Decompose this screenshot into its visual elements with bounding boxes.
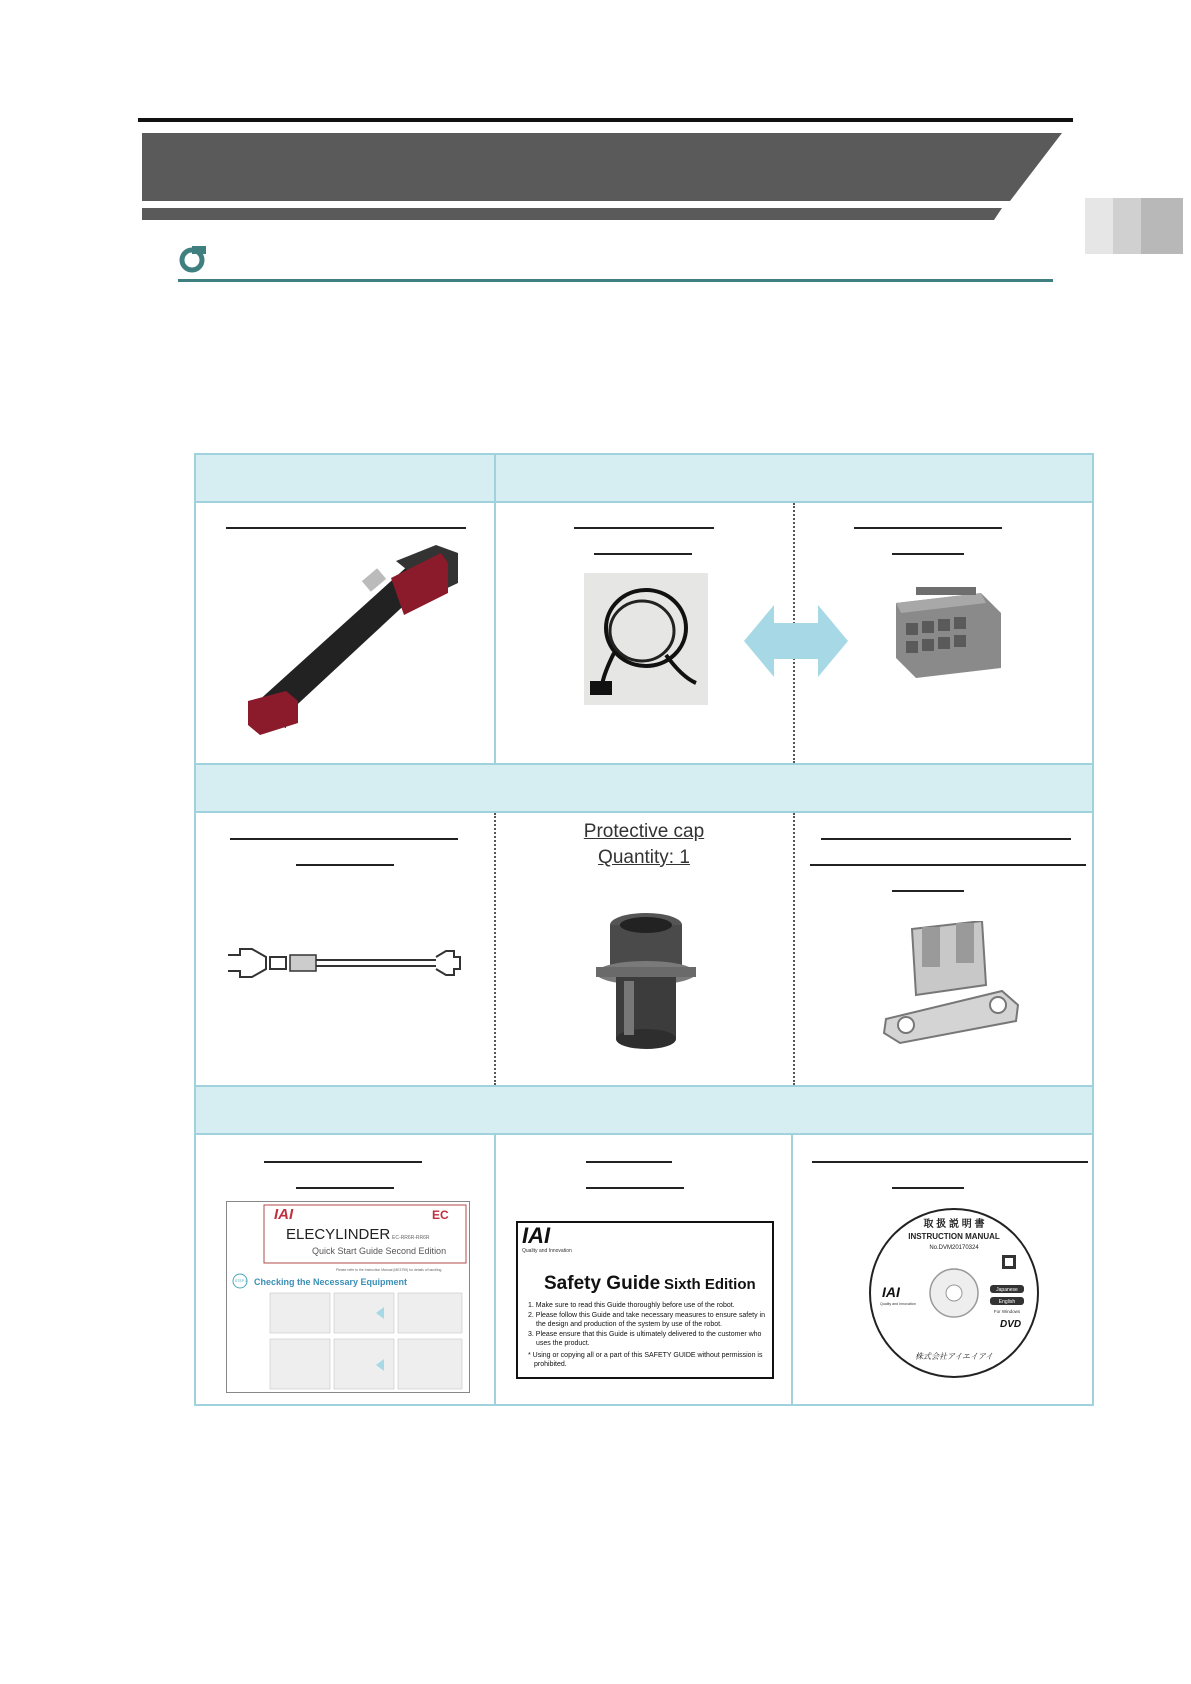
svg-text:ELECYLINDER: ELECYLINDER [286, 1226, 391, 1243]
svg-text:STEP 1: STEP 1 [235, 1279, 247, 1283]
quick-start-guide-image [226, 1201, 470, 1393]
svg-text:English: English [998, 1299, 1016, 1305]
svg-text:Japanese: Japanese [996, 1287, 1018, 1293]
connector-image [886, 583, 1006, 683]
svg-text:uses the product.: uses the product. [536, 1340, 590, 1347]
svg-text:Quality and Innovation: Quality and Innovation [522, 1248, 572, 1254]
section-marker-icon [178, 246, 206, 274]
svg-text:the design and production of t: the design and production of the system by use of the robot. [536, 1321, 723, 1328]
header-band-1 [196, 455, 1092, 501]
svg-text:Checking the Necessary Equipme: Checking the Necessary Equipment [254, 1277, 408, 1287]
svg-text:prohibited.: prohibited. [534, 1361, 567, 1368]
chapter-side-tab [1085, 198, 1183, 254]
svg-text:IAI: IAI [882, 1284, 900, 1300]
svg-text:* Using or copying all or a pa: * Using or copying all or a part of this SAFETY GUIDE without permission is [528, 1352, 763, 1359]
svg-text:取 扱 説 明 書: 取 扱 説 明 書 [923, 1219, 985, 1230]
svg-text:Sixth Edition: Sixth Edition [664, 1276, 756, 1293]
header-band-3 [196, 1087, 1092, 1133]
power-cable-image [226, 943, 462, 983]
top-rule [138, 118, 1073, 122]
protective-cap-name: Protective cap [583, 821, 705, 842]
svg-text:Quality and Innovation: Quality and Innovation [880, 1302, 916, 1306]
svg-text:1. Make sure to read this Guid: 1. Make sure to read this Guide thoroughly before use of the robot. [528, 1302, 735, 1309]
protective-cap-quantity: Quantity: 1 [598, 847, 690, 868]
safety-guide-image [516, 1221, 774, 1379]
bracket-image [882, 921, 1022, 1045]
section-rule [178, 279, 1053, 282]
svg-text:No.DVM20170324: No.DVM20170324 [929, 1245, 979, 1251]
svg-text:INSTRUCTION MANUAL: INSTRUCTION MANUAL [908, 1232, 1000, 1241]
svg-text:IAI: IAI [274, 1206, 294, 1223]
equipment-table [194, 453, 1094, 1406]
svg-text:For Windows: For Windows [993, 1309, 1021, 1314]
chapter-banner-stripe [142, 208, 1002, 220]
svg-text:IAI: IAI [522, 1223, 551, 1248]
svg-text:2. Please follow this Guide an: 2. Please follow this Guide and take necessary measures to ensure safety in [528, 1312, 765, 1319]
header-band-2 [196, 765, 1092, 811]
svg-text:3. Please ensure that this Gui: 3. Please ensure that this Guide is ultimately delivered to the customer who [528, 1331, 762, 1338]
protective-cap-image [594, 911, 698, 1051]
instruction-manual-dvd-image [868, 1207, 1040, 1379]
chapter-banner [142, 133, 1062, 201]
svg-text:EC: EC [432, 1208, 449, 1222]
svg-text:Safety Guide: Safety Guide [544, 1273, 661, 1294]
actuator-image [236, 543, 466, 743]
svg-text:DVD: DVD [1000, 1319, 1022, 1330]
svg-text:EC-RR6R-RR6R: EC-RR6R-RR6R [392, 1235, 430, 1241]
svg-text:Please refer to the Instructio: Please refer to the Instruction Manual (ME3795) for details of handling [336, 1268, 442, 1272]
svg-text:Quick Start Guide Second Editi: Quick Start Guide Second Edition [312, 1246, 447, 1256]
cable-image [584, 573, 708, 705]
either-one-arrow-icon [744, 605, 848, 677]
svg-text:株式会社アイエイアイ: 株式会社アイエイアイ [915, 1352, 993, 1361]
